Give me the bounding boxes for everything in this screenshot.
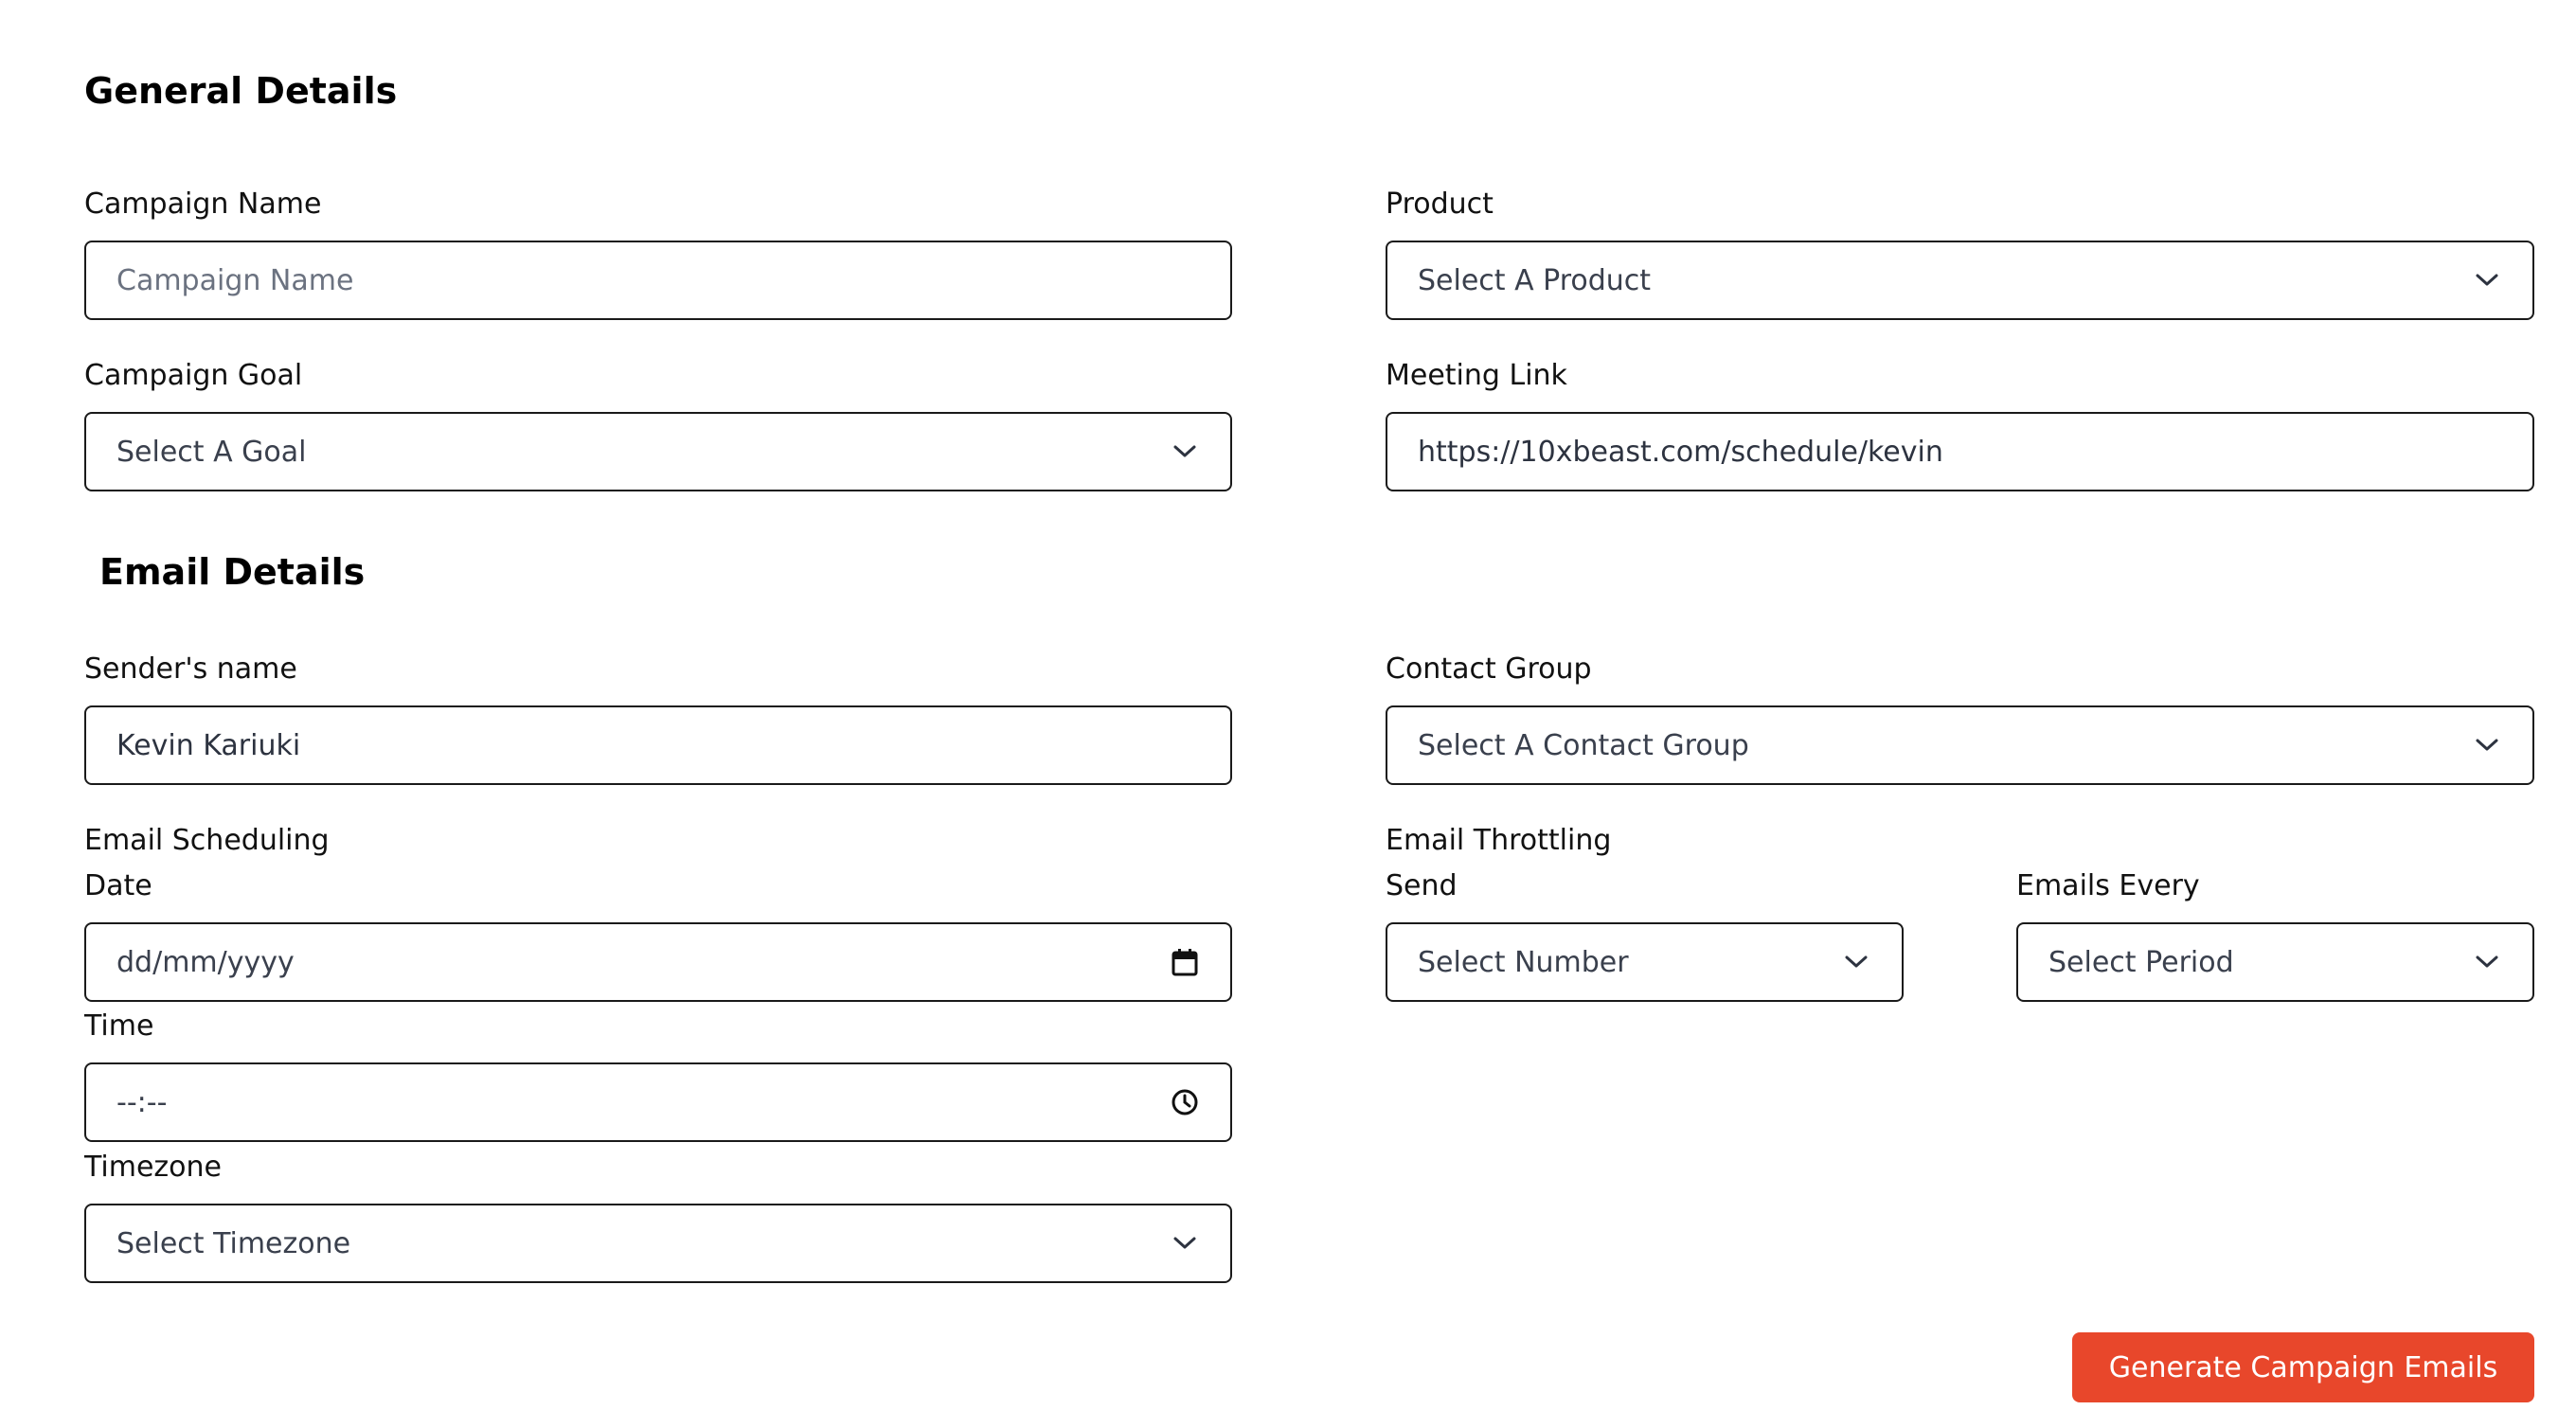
timezone-select[interactable] (84, 1204, 1232, 1283)
period-select-value: Select Period (2048, 945, 2234, 979)
campaign-name-field (84, 241, 1232, 320)
product-select-value: Select A Product (1418, 263, 1652, 297)
sender-name-label: Sender's name (84, 652, 297, 686)
campaign-goal-select-value: Select A Goal (116, 435, 307, 469)
email-throttling-label: Email Throttling (1386, 824, 1612, 857)
send-label: Send (1386, 869, 1458, 902)
general-details-title: General Details (84, 70, 398, 112)
meeting-link-input[interactable] (1418, 436, 2502, 469)
timezone-select-value: Select Timezone (116, 1226, 351, 1260)
campaign-name-label: Campaign Name (84, 187, 322, 221)
chevron-down-icon (1841, 947, 1871, 977)
email-details-title: Email Details (99, 551, 366, 593)
contact-group-select-value: Select A Contact Group (1418, 728, 1749, 762)
campaign-goal-select[interactable] (84, 412, 1232, 491)
campaign-name-input[interactable] (116, 264, 1200, 297)
contact-group-select[interactable] (1386, 705, 2534, 785)
sender-name-input[interactable] (116, 729, 1200, 762)
calendar-icon[interactable] (1170, 947, 1200, 977)
clock-icon[interactable] (1170, 1087, 1200, 1117)
chevron-down-icon (1170, 1228, 1200, 1258)
send-number-select-value: Select Number (1418, 945, 1629, 979)
time-input-value: --:-- (116, 1085, 168, 1119)
contact-group-label: Contact Group (1386, 652, 1592, 686)
timezone-label: Timezone (84, 1151, 222, 1184)
meeting-link-label: Meeting Link (1386, 359, 1567, 392)
generate-campaign-emails-button[interactable]: Generate Campaign Emails (2072, 1332, 2534, 1402)
chevron-down-icon (2472, 947, 2502, 977)
email-scheduling-label: Email Scheduling (84, 824, 330, 857)
send-number-select[interactable] (1386, 922, 1904, 1002)
emails-every-label: Emails Every (2016, 869, 2200, 902)
chevron-down-icon (2472, 265, 2502, 295)
product-label: Product (1386, 187, 1494, 221)
period-select[interactable] (2016, 922, 2534, 1002)
sender-name-field (84, 705, 1232, 785)
date-field[interactable] (84, 922, 1232, 1002)
date-input-value: dd/mm/yyyy (116, 945, 295, 979)
meeting-link-field (1386, 412, 2534, 491)
chevron-down-icon (1170, 437, 1200, 467)
campaign-goal-label: Campaign Goal (84, 359, 303, 392)
time-label: Time (84, 1009, 154, 1043)
time-field[interactable] (84, 1062, 1232, 1142)
date-label: Date (84, 869, 152, 902)
chevron-down-icon (2472, 730, 2502, 760)
product-select[interactable] (1386, 241, 2534, 320)
